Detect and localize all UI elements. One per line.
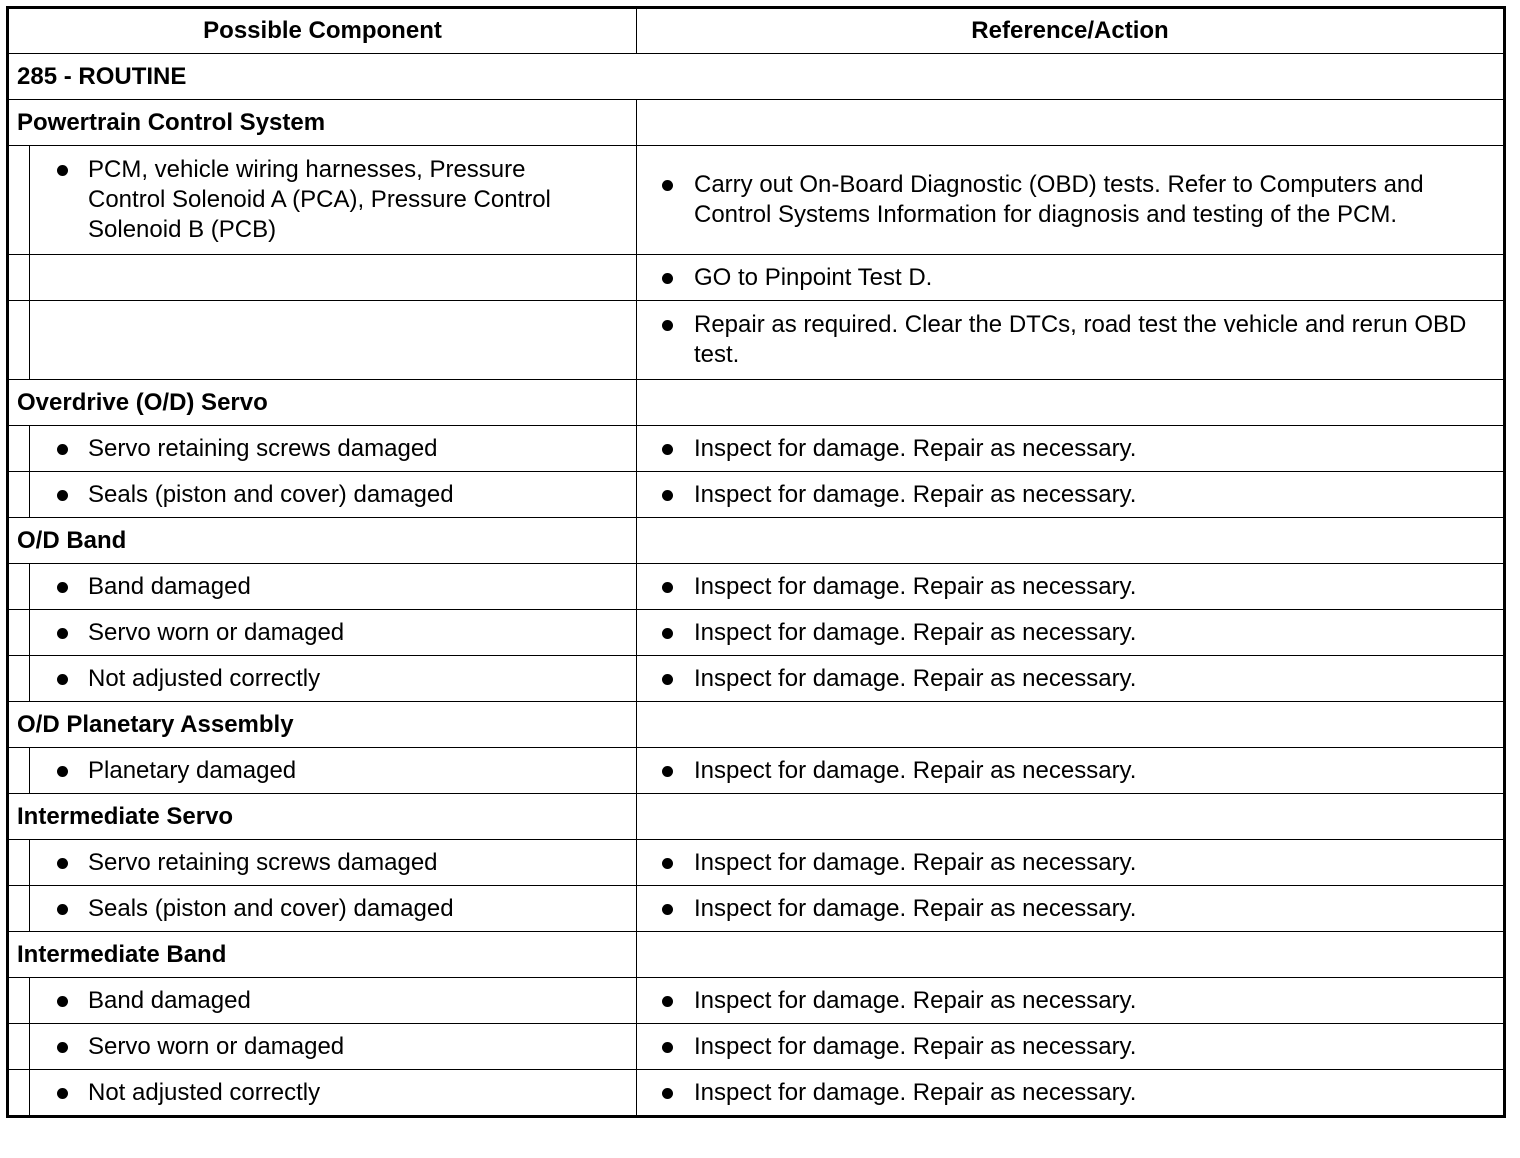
component-cell [30,301,637,380]
action-cell [637,301,1505,380]
indent-cell [8,978,30,1024]
indent-cell [8,610,30,656]
bullet-icon [57,674,68,685]
bullet-icon [662,628,673,639]
item-row [8,748,1505,794]
category-title: Overdrive (O/D) Servo [8,380,637,426]
item-row [8,978,1505,1024]
action-text: Inspect for damage. Repair as necessary. [694,1032,1137,1060]
action-cell [637,426,1505,472]
indent-cell [8,564,30,610]
component-item [30,664,636,694]
indent-cell [8,886,30,932]
header-reference-action: Reference/Action [637,8,1505,54]
indent-cell [8,255,30,301]
action-cell [637,1070,1505,1117]
action-text: Repair as required. Clear the DTCs, road test the vehicle and rerun OBD test. [694,311,1467,368]
component-cell [30,1070,637,1117]
action-cell [637,656,1505,702]
item-row [8,656,1505,702]
component-text: Servo worn or damaged [88,1032,345,1060]
component-item [30,1032,636,1062]
component-item [30,1078,636,1108]
component-item [30,480,636,510]
action-text: Inspect for damage. Repair as necessary. [694,894,1137,922]
item-row [8,610,1505,656]
component-cell [30,426,637,472]
category-action-empty [637,794,1505,840]
indent-cell [8,301,30,380]
component-item [30,618,636,648]
action-cell [637,255,1505,301]
action-text: Inspect for damage. Repair as necessary. [694,848,1137,876]
bullet-icon [57,582,68,593]
action-item [637,310,1503,370]
action-item [637,1078,1503,1108]
action-cell [637,1024,1505,1070]
bullet-icon [57,996,68,1007]
category-row [8,932,1505,978]
category-row [8,380,1505,426]
bullet-icon [662,180,673,191]
component-text: Not adjusted correctly [88,1078,321,1106]
action-text: Inspect for damage. Repair as necessary. [694,756,1137,784]
header-row [8,8,1505,54]
action-item [637,756,1503,786]
bullet-icon [57,766,68,777]
bullet-icon [57,1042,68,1053]
routine-label: 285 - ROUTINE [8,54,1505,100]
category-action-empty [637,380,1505,426]
component-item [30,894,636,924]
action-cell [637,978,1505,1024]
component-item [30,756,636,786]
component-cell [30,656,637,702]
item-row [8,255,1505,301]
action-item [637,263,1503,293]
bullet-icon [662,1042,673,1053]
component-text: Band damaged [88,986,251,1014]
component-text: Not adjusted correctly [88,664,321,692]
component-cell [30,978,637,1024]
category-action-empty [637,932,1505,978]
category-title: Intermediate Servo [8,794,637,840]
action-text: Inspect for damage. Repair as necessary. [694,1078,1137,1106]
component-cell [30,255,637,301]
bullet-icon [662,1088,673,1099]
action-item [637,894,1503,924]
bullet-icon [662,582,673,593]
item-row [8,1024,1505,1070]
category-title: Powertrain Control System [8,100,637,146]
bullet-icon [662,996,673,1007]
component-item [30,848,636,878]
component-text: Seals (piston and cover) damaged [88,894,454,922]
action-cell [637,886,1505,932]
component-text: Servo retaining screws damaged [88,434,438,462]
indent-cell [8,146,30,255]
category-row [8,518,1505,564]
component-cell [30,1024,637,1070]
action-item [637,618,1503,648]
action-text: Inspect for damage. Repair as necessary. [694,572,1137,600]
action-cell [637,748,1505,794]
component-text: Servo retaining screws damaged [88,848,438,876]
action-item [637,986,1503,1016]
component-cell [30,840,637,886]
component-cell [30,146,637,255]
action-cell [637,840,1505,886]
component-item [30,155,636,245]
category-row [8,100,1505,146]
action-text: Inspect for damage. Repair as necessary. [694,434,1137,462]
item-row [8,146,1505,255]
component-cell [30,748,637,794]
bullet-icon [57,165,68,176]
action-item [637,1032,1503,1062]
bullet-icon [662,674,673,685]
bullet-icon [662,858,673,869]
action-text: GO to Pinpoint Test D. [694,263,933,291]
category-title: Intermediate Band [8,932,637,978]
indent-cell [8,656,30,702]
component-text: Servo worn or damaged [88,618,345,646]
item-row [8,886,1505,932]
action-text: Carry out On-Board Diagnostic (OBD) tests. Refer to Computers and Control Systems Information for diagnosis and testing of the PCM. [694,171,1424,228]
component-cell [30,886,637,932]
action-item [637,480,1503,510]
category-title: O/D Band [8,518,637,564]
item-row [8,840,1505,886]
item-row [8,426,1505,472]
table-body [8,54,1505,1117]
bullet-icon [662,490,673,501]
action-text: Inspect for damage. Repair as necessary. [694,986,1137,1014]
action-item [637,434,1503,464]
component-cell [30,610,637,656]
category-action-empty [637,100,1505,146]
bullet-icon [662,766,673,777]
indent-cell [8,840,30,886]
component-item [30,986,636,1016]
routine-row [8,54,1505,100]
item-row [8,1070,1505,1117]
bullet-icon [662,320,673,331]
category-row [8,794,1505,840]
item-row [8,472,1505,518]
action-text: Inspect for damage. Repair as necessary. [694,480,1137,508]
component-text: Planetary damaged [88,756,297,784]
component-text: Seals (piston and cover) damaged [88,480,454,508]
header-possible-component: Possible Component [8,8,637,54]
category-action-empty [637,702,1505,748]
indent-cell [8,748,30,794]
category-title: O/D Planetary Assembly [8,702,637,748]
category-row [8,702,1505,748]
component-item [30,572,636,602]
component-text: PCM, vehicle wiring harnesses, Pressure Control Solenoid A (PCA), Pressure Control Solenoid B (PCB) [88,156,551,243]
component-text: Band damaged [88,572,251,600]
bullet-icon [57,904,68,915]
category-action-empty [637,518,1505,564]
indent-cell [8,472,30,518]
bullet-icon [57,628,68,639]
component-cell [30,564,637,610]
item-row [8,301,1505,380]
action-cell [637,146,1505,255]
bullet-icon [57,858,68,869]
item-row [8,564,1505,610]
bullet-icon [57,444,68,455]
action-item [637,664,1503,694]
action-item [637,170,1503,230]
action-cell [637,610,1505,656]
component-cell [30,472,637,518]
bullet-icon [662,273,673,284]
indent-cell [8,1024,30,1070]
action-item [637,848,1503,878]
bullet-icon [662,444,673,455]
indent-cell [8,1070,30,1117]
bullet-icon [57,1088,68,1099]
action-cell [637,472,1505,518]
action-item [637,572,1503,602]
component-item [30,434,636,464]
bullet-icon [57,490,68,501]
indent-cell [8,426,30,472]
action-text: Inspect for damage. Repair as necessary. [694,664,1137,692]
bullet-icon [662,904,673,915]
action-text: Inspect for damage. Repair as necessary. [694,618,1137,646]
action-cell [637,564,1505,610]
diagnostic-table [6,6,1506,1118]
